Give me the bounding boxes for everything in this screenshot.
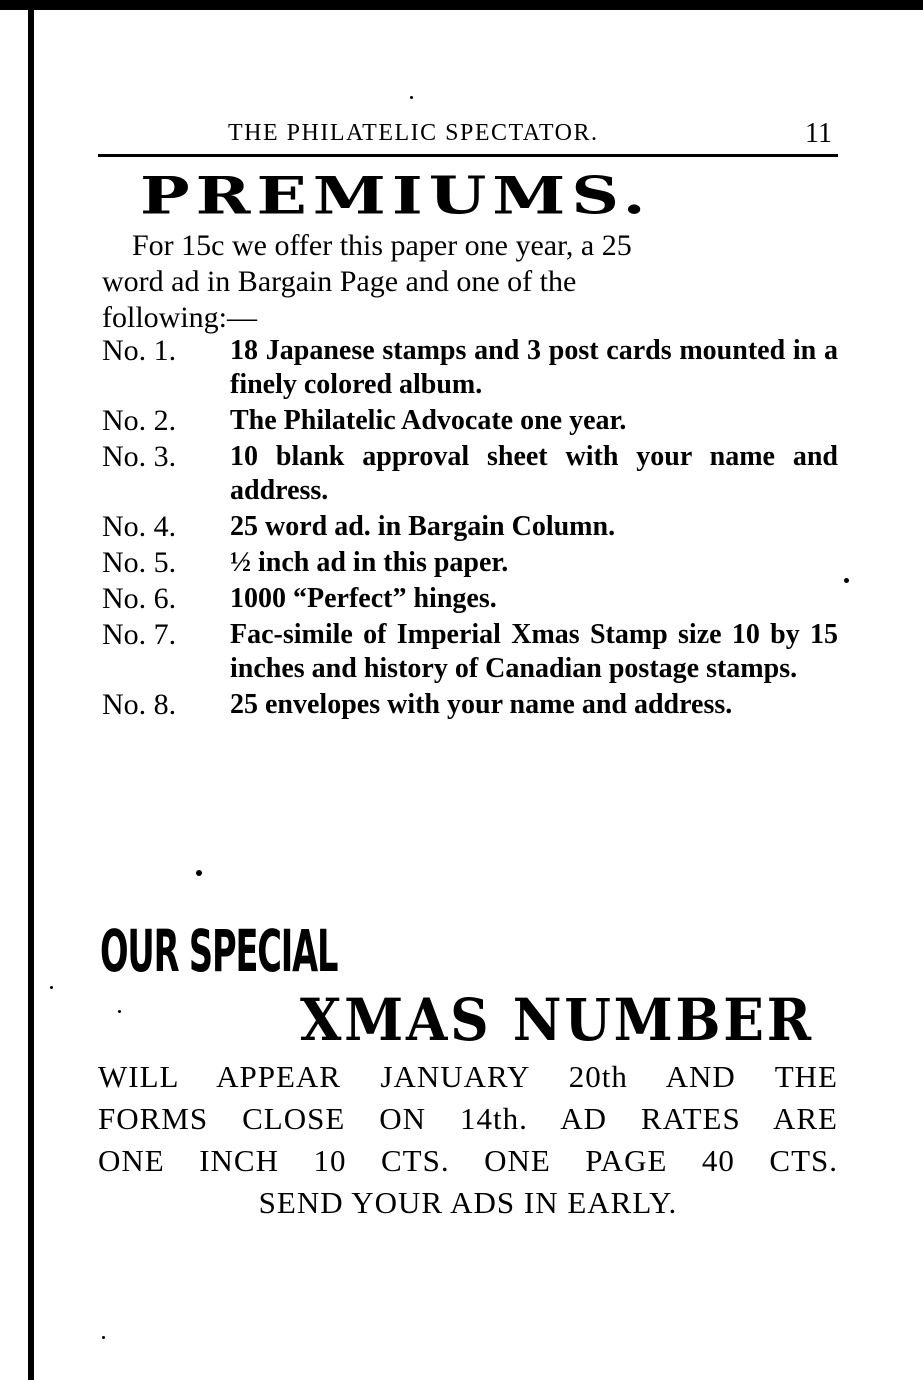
premium-number: No. 8.: [102, 688, 177, 721]
announcement-line: WILL APPEAR JANUARY 20th AND THE: [98, 1059, 838, 1094]
running-title: THE PHILATELIC SPECTATOR.: [228, 120, 599, 146]
premiums-heading: PREMIUMS.: [140, 165, 652, 227]
top-border-rule: [0, 0, 923, 10]
running-header: [98, 118, 838, 157]
scan-speck: [844, 578, 849, 583]
our-special-heading: OUR SPECIAL: [100, 917, 338, 985]
premium-item: [102, 510, 838, 544]
premium-item: [102, 334, 838, 402]
premium-description: 25 envelopes with your name and address.: [230, 689, 733, 720]
premium-description: 18 Japanese stamps and 3 post cards mounted in a finely colored album.: [230, 335, 838, 400]
premium-description: 1000 “Perfect” hinges.: [230, 583, 497, 614]
xmas-announcement: [98, 1056, 838, 1224]
premium-item: [102, 688, 838, 722]
premium-number: No. 6.: [102, 582, 177, 615]
premium-item: [102, 618, 838, 686]
premium-number: No. 1.: [102, 334, 177, 367]
premium-number: No. 2.: [102, 404, 177, 437]
premium-description: ½ inch ad in this paper.: [230, 547, 509, 578]
premium-list: [102, 334, 838, 724]
premiums-intro: [102, 228, 838, 336]
premium-description: The Philatelic Advocate one year.: [230, 405, 627, 436]
premium-description: 10 blank approval sheet with your name and address.: [230, 441, 838, 506]
scan-speck: [410, 96, 413, 99]
scan-speck: [118, 1010, 121, 1013]
premium-description: 25 word ad. in Bargain Column.: [230, 511, 616, 542]
scan-speck: [102, 1336, 105, 1339]
intro-line: word ad in Bargain Page and one of the: [102, 265, 577, 298]
scan-speck: [196, 870, 202, 876]
announcement-line: FORMS CLOSE ON 14th. AD RATES ARE: [98, 1101, 838, 1136]
scan-speck: [50, 986, 53, 989]
left-border-rule: [28, 0, 34, 1380]
announcement-line: SEND YOUR ADS IN EARLY.: [258, 1185, 678, 1220]
premium-number: No. 7.: [102, 618, 177, 651]
premium-item: [102, 582, 838, 616]
premium-description: Fac-simile of Imperial Xmas Stamp size 10 by 15 inches and history of Canadian postage stamps.: [230, 619, 838, 684]
page-number: 11: [805, 118, 832, 149]
xmas-number-title: XMAS NUMBER: [300, 986, 814, 1054]
premium-item: [102, 404, 838, 438]
premium-item: [102, 440, 838, 508]
intro-line: following:—: [102, 301, 257, 334]
premium-number: No. 3.: [102, 440, 177, 473]
intro-line: For 15c we offer this paper one year, a 25: [132, 229, 632, 262]
announcement-line: ONE INCH 10 CTS. ONE PAGE 40 CTS.: [98, 1143, 838, 1178]
premium-item: [102, 546, 838, 580]
premium-number: No. 4.: [102, 510, 177, 543]
premium-number: No. 5.: [102, 546, 177, 579]
